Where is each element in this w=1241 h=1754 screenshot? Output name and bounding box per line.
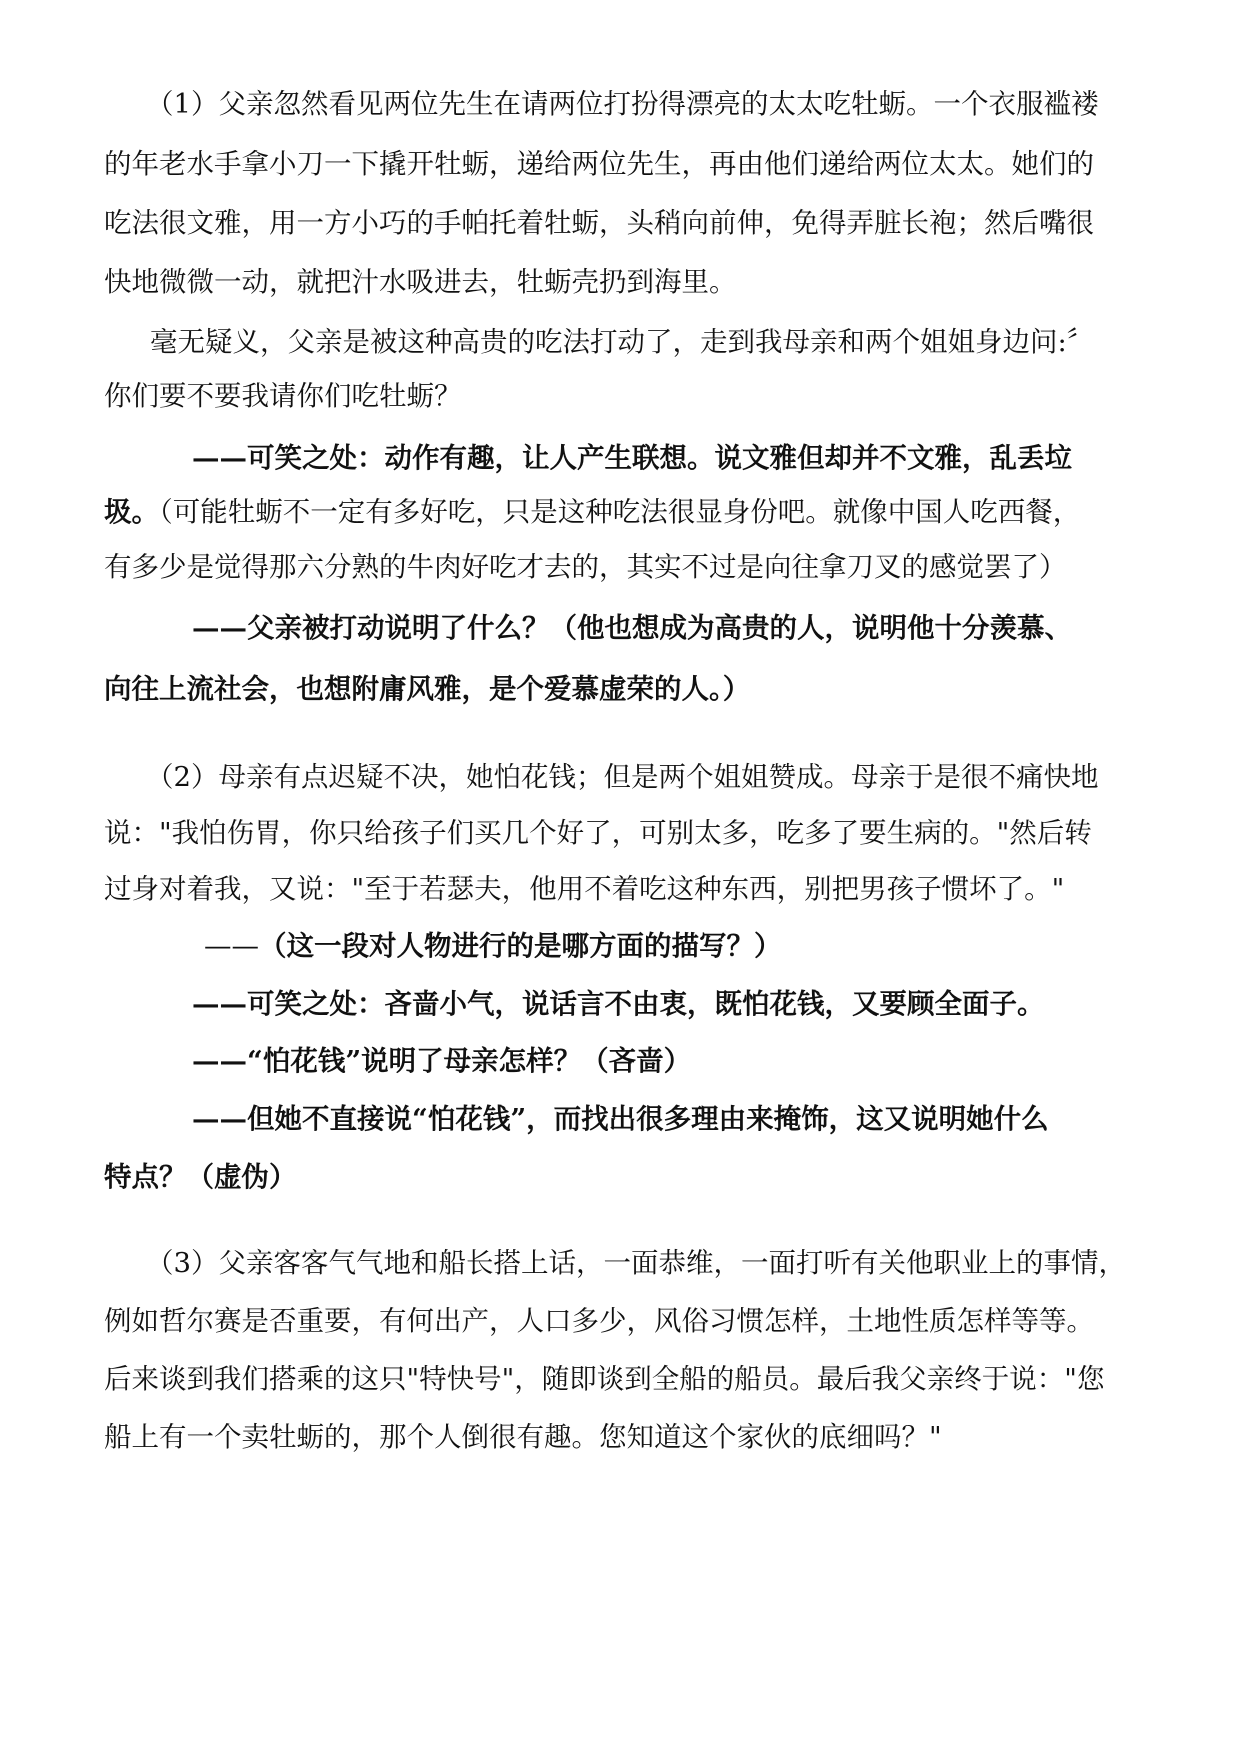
s3-para-line4: 船上有一个卖牡蛎的，那个人倒很有趣。您知道这个家伙的底细吗？" xyxy=(104,1421,942,1453)
s2-q1-dash: —— xyxy=(204,930,259,962)
s1-para1-line2: 的年老水手拿小刀一下撬开牡蛎，递给两位先生，再由他们递给两位太太。她们的 xyxy=(104,148,1094,180)
s1-para1-line3: 吃法很文雅，用一方小巧的手帕托着牡蛎，头稍向前伸，免得弄脏长袍；然后嘴很 xyxy=(104,207,1094,239)
s2-q4-line2: 特点？（虚伪） xyxy=(104,1161,297,1193)
s2-q2: ——可笑之处：吝啬小气，说话言不由衷，既怕花钱，又要顾全面子。 xyxy=(192,988,1045,1020)
s2-para-line3: 过身对着我，又说："至于若瑟夫，他用不着吃这种东西，别把男孩子惯坏了。" xyxy=(104,873,1065,905)
s1-para2-line1: 毫无疑义，父亲是被这种高贵的吃法打动了，走到我母亲和两个姐姐身边问:〞 xyxy=(150,326,1095,358)
s2-q3: ——“怕花钱”说明了母亲怎样？（吝啬） xyxy=(192,1045,692,1077)
s2-q4-line1: ——但她不直接说“怕花钱”，而找出很多理由来掩饰，这又说明她什么 xyxy=(192,1103,1049,1135)
s3-para-line2: 例如哲尔赛是否重要，有何出产，人口多少，风俗习惯怎样，土地性质怎样等等。 xyxy=(104,1305,1094,1337)
s1-note2-line1: ——父亲被打动说明了什么？（他也想成为高贵的人，说明他十分羡慕、 xyxy=(192,612,1072,644)
s3-para-line3: 后来谈到我们搭乘的这只"特快号"，随即谈到全船的船员。最后我父亲终于说："您 xyxy=(104,1363,1105,1395)
s1-para1-line4: 快地微微一动，就把汁水吸进去，牡蛎壳扔到海里。 xyxy=(104,266,737,298)
s1-para2-line2: 你们要不要我请你们吃牡蛎？ xyxy=(104,380,462,412)
s2-q1-text: （这一段对人物进行的是哪方面的描写？） xyxy=(259,930,782,962)
s2-q1 xyxy=(204,928,782,964)
s2-para-line2: 说："我怕伤胃，你只给孩子们买几个好了，可别太多，吃多了要生病的。"然后转 xyxy=(104,817,1092,849)
s2-para-line1: （2）母亲有点迟疑不决，她怕花钱；但是两个姐姐赞成。母亲于是很不痛快地 xyxy=(146,761,1099,793)
s1-note1-line3: 有多少是觉得那六分熟的牛肉好吃才去的，其实不过是向往拿刀叉的感觉罢了） xyxy=(104,551,1067,583)
s1-note1-line2-normal: （可能牡蛎不一定有多好吃，只是这种吃法很显身份吧。就像中国人吃西餐， xyxy=(159,496,1081,528)
s1-para1-line1: （1）父亲忽然看见两位先生在请两位打扮得漂亮的太太吃牡蛎。一个衣服褴褛 xyxy=(146,88,1099,120)
s1-note1-line2 xyxy=(104,494,1080,530)
s3-para-line1: （3）父亲客客气气地和船长搭上话，一面恭维，一面打听有关他职业上的事情， xyxy=(146,1247,1126,1279)
s1-note2-line2: 向往上流社会，也想附庸风雅，是个爱慕虚荣的人。） xyxy=(104,673,751,705)
s1-note1-line1: ——可笑之处：动作有趣，让人产生联想。说文雅但却并不文雅，乱丢垃 xyxy=(192,442,1072,474)
s1-note1-line2-bold: 圾。 xyxy=(104,496,159,528)
